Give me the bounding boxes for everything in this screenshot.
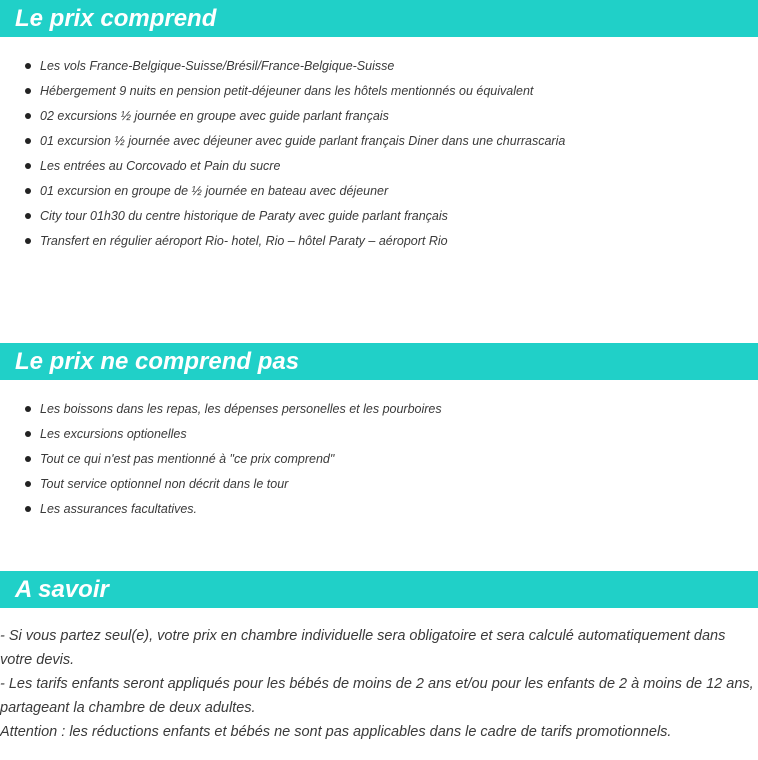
bullet-icon bbox=[25, 213, 31, 219]
list-item-label: Hébergement 9 nuits en pension petit-déjeuner dans les hôtels mentionnés ou équivalent bbox=[40, 84, 534, 98]
included-list bbox=[0, 54, 758, 254]
list-item-label: 01 excursion en groupe de ½ journée en bateau avec déjeuner bbox=[40, 184, 389, 198]
bullet-icon bbox=[25, 506, 31, 512]
list-item bbox=[0, 79, 758, 104]
bullet-icon bbox=[25, 163, 31, 169]
bullet-icon bbox=[25, 63, 31, 69]
savoir-paragraph: - Les tarifs enfants seront appliqués pour les bébés de moins de 2 ans et/ou pour les enfants de 2 à moins de 12 ans, partageant la chambre de deux adultes. bbox=[0, 676, 754, 716]
list-item-label: Les vols France-Belgique-Suisse/Brésil/France-Belgique-Suisse bbox=[40, 59, 395, 73]
savoir-paragraph: Attention : les réductions enfants et bébés ne sont pas applicables dans le cadre de tarifs promotionnels. bbox=[0, 724, 672, 740]
savoir-notes bbox=[0, 624, 758, 744]
list-item-label: Les excursions optionelles bbox=[40, 427, 187, 441]
list-item-label: 02 excursions ½ journée en groupe avec guide parlant français bbox=[40, 109, 389, 123]
list-item bbox=[0, 129, 758, 154]
list-item-label: 01 excursion ½ journée avec déjeuner avec guide parlant français Diner dans une churrascaria bbox=[40, 134, 566, 148]
list-item bbox=[0, 422, 758, 447]
list-item bbox=[0, 397, 758, 422]
bullet-icon bbox=[25, 188, 31, 194]
list-item-label: Les assurances facultatives. bbox=[40, 502, 198, 516]
bullet-icon bbox=[25, 456, 31, 462]
section-title-excluded: Le prix ne comprend pas bbox=[0, 343, 758, 380]
list-item bbox=[0, 447, 758, 472]
list-item bbox=[0, 472, 758, 497]
list-item bbox=[0, 497, 758, 522]
list-item-label: Les entrées au Corcovado et Pain du sucre bbox=[40, 159, 281, 173]
bullet-icon bbox=[25, 406, 31, 412]
list-item-label: City tour 01h30 du centre historique de Paraty avec guide parlant français bbox=[40, 209, 448, 223]
list-item bbox=[0, 154, 758, 179]
list-item bbox=[0, 104, 758, 129]
list-item bbox=[0, 54, 758, 79]
excluded-list bbox=[0, 397, 758, 522]
bullet-icon bbox=[25, 138, 31, 144]
bullet-icon bbox=[25, 238, 31, 244]
list-item bbox=[0, 204, 758, 229]
section-title-included: Le prix comprend bbox=[0, 0, 758, 37]
section-title-savoir: A savoir bbox=[0, 571, 758, 608]
bullet-icon bbox=[25, 113, 31, 119]
savoir-paragraph: - Si vous partez seul(e), votre prix en chambre individuelle sera obligatoire et sera calculé automatiquement dans votre devis. bbox=[0, 628, 726, 668]
list-item-label: Tout service optionnel non décrit dans le tour bbox=[40, 477, 289, 491]
list-item bbox=[0, 179, 758, 204]
list-item bbox=[0, 229, 758, 254]
bullet-icon bbox=[25, 481, 31, 487]
bullet-icon bbox=[25, 88, 31, 94]
bullet-icon bbox=[25, 431, 31, 437]
list-item-label: Les boissons dans les repas, les dépenses personelles et les pourboires bbox=[40, 402, 442, 416]
list-item-label: Transfert en régulier aéroport Rio- hotel, Rio – hôtel Paraty – aéroport Rio bbox=[40, 234, 448, 248]
list-item-label: Tout ce qui n'est pas mentionné à "ce prix comprend" bbox=[40, 452, 335, 466]
